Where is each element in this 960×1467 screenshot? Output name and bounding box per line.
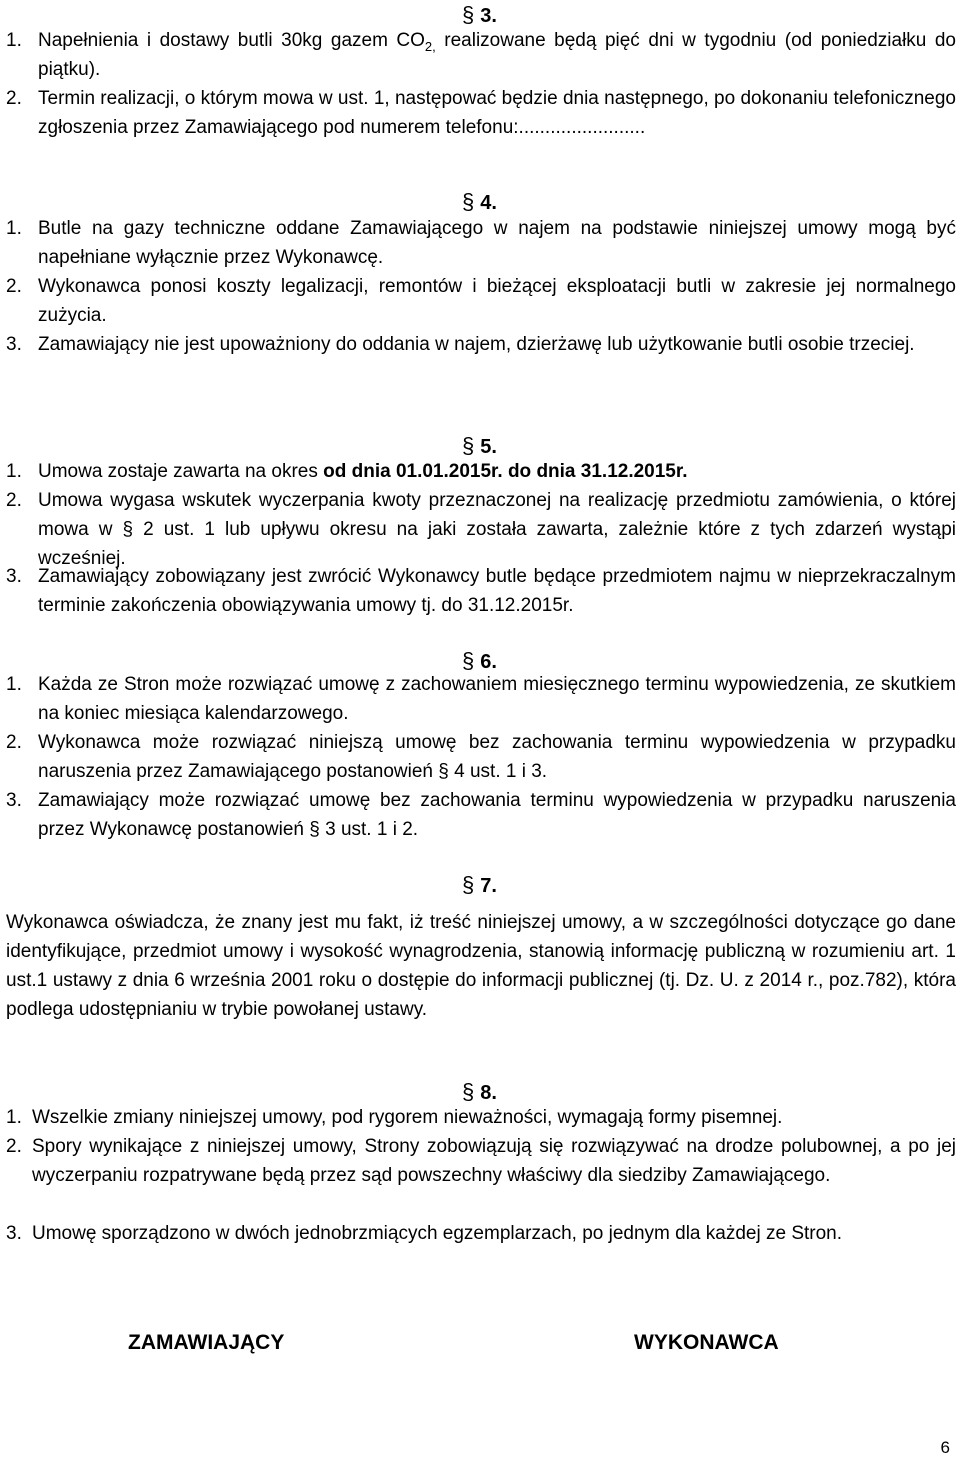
section-5-item-1: 1. Umowa zostaje zawarta na okres od dnia 01.01.2015r. do dnia 31.12.2015r. [6, 461, 688, 482]
section-5-item-3: 3. Zamawiający zobowiązany jest zwrócić Wykonawcy butle będące przedmiotem najmu w nieprzekraczalnym terminie zakończenia obowiązywania umowy tj. do 31.12.2015r. [6, 566, 956, 616]
section-sign: § [462, 1079, 475, 1104]
section-4-item-2: 2. Wykonawca ponosi koszty legalizacji, remontów i bieżącej eksploatacji butli w zakresie jej normalnego zużycia. [6, 276, 956, 326]
section-7-heading: § 7. [462, 872, 497, 897]
section-6-heading: § 6. [462, 648, 497, 673]
signature-label-contractor: WYKONAWCA [634, 1331, 779, 1354]
section-5-item-2: 2. Umowa wygasa wskutek wyczerpania kwoty przeznaczonej na realizację przedmiotu zamówienia, o której mowa w § 2 ust. 1 lub upływu okresu na jaki została zawarta, zależnie które z tych zdarzeń wystąpi wcześniej. [6, 490, 956, 569]
section-5-heading: § 5. [462, 433, 497, 458]
section-sign: § [462, 872, 475, 897]
section-sign: § [462, 2, 475, 27]
section-6-item-3: 3. Zamawiający może rozwiązać umowę bez zachowania terminu wypowiedzenia w przypadku naruszenia przez Wykonawcę postanowień § 3 ust. 1 i 2. [6, 790, 956, 840]
section-8-heading: § 8. [462, 1079, 497, 1104]
section-3-item-2: 2. Termin realizacji, o którym mowa w ust. 1, następować będzie dnia następnego, po dokonaniu telefonicznego zgłoszenia przez Zamawiającego pod numerem telefonu:........................ [6, 88, 956, 138]
section-8-item-3: 3. Umowę sporządzono w dwóch jednobrzmiących egzemplarzach, po jednym dla każdej ze Stron. [6, 1223, 843, 1244]
section-6-item-1: 1. Każda ze Stron może rozwiązać umowę z zachowaniem miesięcznego terminu wypowiedzenia, ze skutkiem na koniec miesiąca kalendarzowego. [6, 674, 956, 724]
section-4-item-3: 3. Zamawiający nie jest upoważniony do oddania w najem, dzierżawę lub użytkowanie butli osobie trzeciej. [6, 334, 915, 355]
section-3-heading: § 3. [462, 2, 497, 27]
section-6-item-2: 2. Wykonawca może rozwiązać niniejszą umowę bez zachowania terminu wypowiedzenia w przypadku naruszenia przez Zamawiającego postanowień § 4 ust. 1 i 3. [6, 732, 956, 782]
page-number: 6 [940, 1438, 950, 1457]
section-4-heading: § 4. [462, 189, 497, 214]
section-7-paragraph: Wykonawca oświadcza, że znany jest mu fakt, iż treść niniejszej umowy, a w szczególności dotyczące go dane identyfikujące, przedmiot umowy i wysokość wynagrodzenia, stanowią informację publiczną w rozumieniu art. 1 ust.1 ustawy z dnia 6 września 2001 roku o dostępie do informacji publicznej (tj. Dz. U. z 2014 r., poz.782), która podlega udostępnianiu w trybie powołanej ustawy. [6, 912, 956, 1020]
section-sign: § [462, 648, 475, 673]
section-sign: § [462, 433, 475, 458]
section-8-item-1: 1. Wszelkie zmiany niniejszej umowy, pod rygorem nieważności, wymagają formy pisemnej. [6, 1107, 783, 1128]
signature-label-ordering-party: ZAMAWIAJĄCY [128, 1331, 285, 1354]
section-sign: § [462, 189, 475, 214]
section-8-item-2: 2. Spory wynikające z niniejszej umowy, Strony zobowiązują się rozwiązywać na drodze polubownej, a po jej wyczerpaniu rozpatrywane będą przez sąd powszechny właściwy dla siedziby Zamawiającego. [6, 1136, 956, 1186]
section-3-item-1: 1. Napełnienia i dostawy butli 30kg gazem $CO_{2,}$ realizowane będą pięć dni w tygodniu (od poniedziałku do piątku). [6, 30, 956, 80]
section-4-item-1: 1. Butle na gazy techniczne oddane Zamawiającego w najem na podstawie niniejszej umowy mogą być napełniane wyłącznie przez Wykonawcę. [6, 218, 956, 268]
